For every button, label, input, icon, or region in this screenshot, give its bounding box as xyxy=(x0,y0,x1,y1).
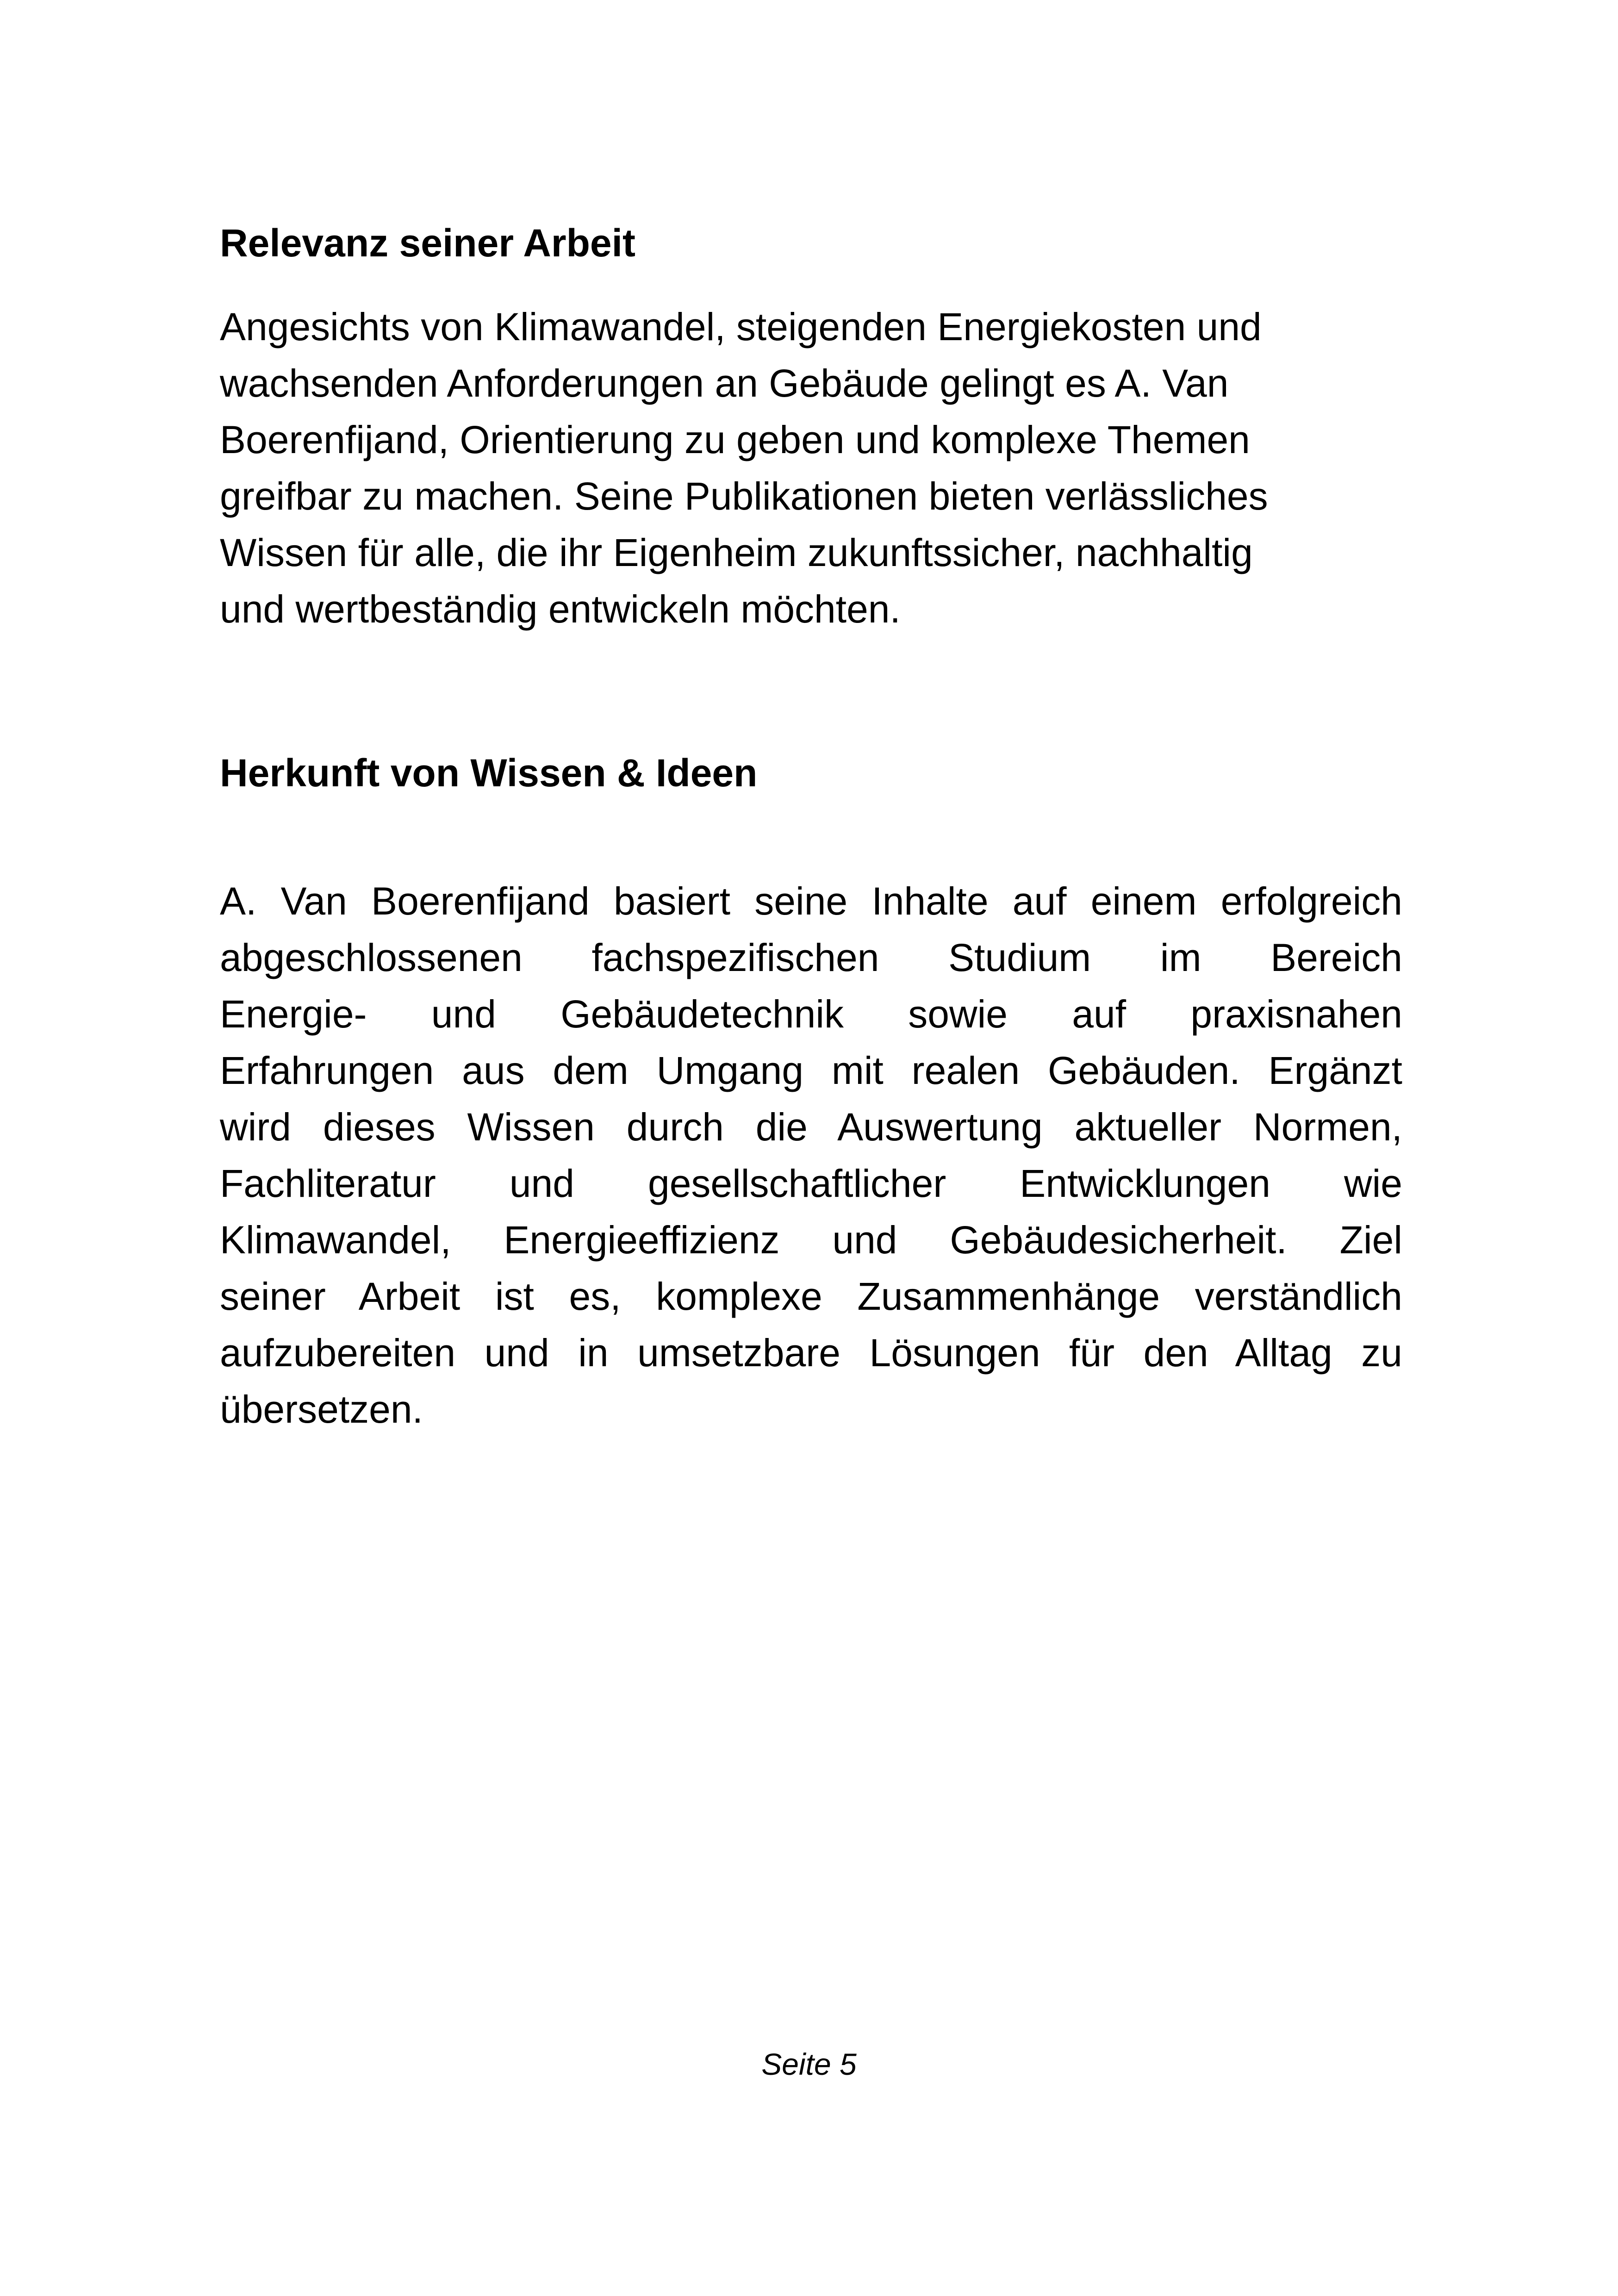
paragraph-line: Wissen für alle, die ihr Eigenheim zukunftssicher, nachhaltig xyxy=(220,531,1253,574)
paragraph-line: und wertbeständig entwickeln möchten. xyxy=(220,587,901,631)
paragraph-line: seiner Arbeit ist es, komplexe Zusammenhänge verständlich xyxy=(220,1275,1402,1318)
paragraph-relevanz xyxy=(220,299,1423,637)
paragraph-herkunft xyxy=(220,873,1402,1437)
paragraph-line: Angesichts von Klimawandel, steigenden Energiekosten und xyxy=(220,305,1262,348)
paragraph-line: übersetzen. xyxy=(220,1388,423,1431)
paragraph-line: wird dieses Wissen durch die Auswertung aktueller Normen, xyxy=(220,1105,1402,1149)
paragraph-line: abgeschlossenen fachspezifischen Studium im Bereich xyxy=(220,936,1402,979)
paragraph-line: Erfahrungen aus dem Umgang mit realen Gebäuden. Ergänzt xyxy=(220,1049,1402,1092)
paragraph-line: greifbar zu machen. Seine Publikationen bieten verlässliches xyxy=(220,474,1268,518)
section-heading-relevanz: Relevanz seiner Arbeit xyxy=(220,221,635,265)
paragraph-line: Boerenfijand, Orientierung zu geben und komplexe Themen xyxy=(220,418,1250,461)
paragraph-line: A. Van Boerenfijand basiert seine Inhalte auf einem erfolgreich xyxy=(220,879,1402,923)
paragraph-line: wachsenden Anforderungen an Gebäude gelingt es A. Van xyxy=(220,361,1229,405)
paragraph-line: Fachliteratur und gesellschaftlicher Entwicklungen wie xyxy=(220,1162,1402,1205)
paragraph-line: Energie- und Gebäudetechnik sowie auf praxisnahen xyxy=(220,992,1402,1036)
section-heading-herkunft: Herkunft von Wissen & Ideen xyxy=(220,751,758,795)
paragraph-line: aufzubereiten und in umsetzbare Lösungen für den Alltag zu xyxy=(220,1331,1402,1375)
paragraph-line: Klimawandel, Energieeffizienz und Gebäudesicherheit. Ziel xyxy=(220,1218,1402,1262)
page-number: Seite 5 xyxy=(761,2047,857,2081)
